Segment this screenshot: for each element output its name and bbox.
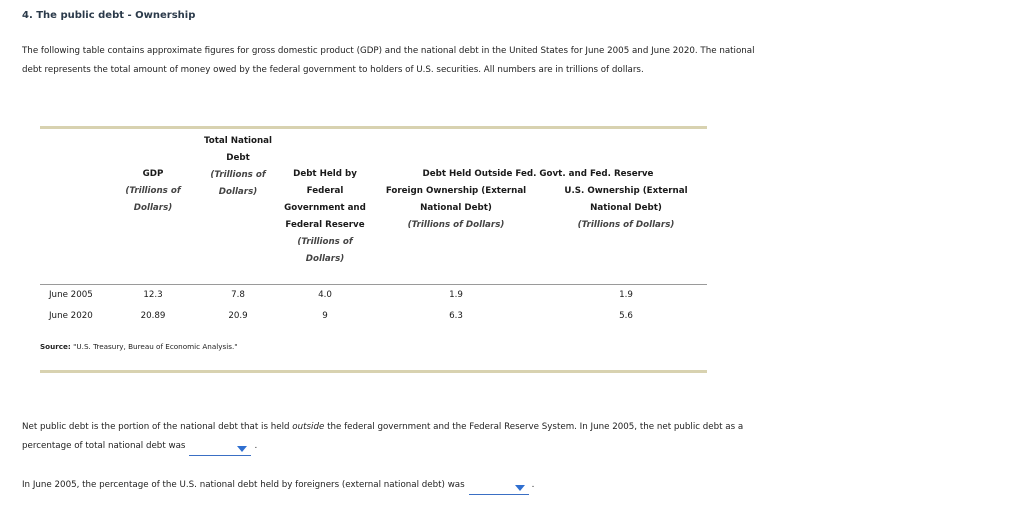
question-2-text: In June 2005, the percentage of the U.S. national debt held by foreigners (external national debt) was — [22, 480, 465, 490]
source-note — [40, 342, 238, 351]
cell-us: 5.6 — [619, 311, 633, 321]
header-gdp — [112, 166, 194, 217]
cell-gdp: 12.3 — [143, 290, 163, 300]
foreign-debt-percent-dropdown[interactable] — [469, 482, 529, 495]
cell-total-debt: 7.8 — [231, 290, 245, 300]
header-us-label: U.S. Ownership (External National Debt) — [564, 186, 688, 213]
header-us — [548, 183, 704, 234]
table-header-divider — [40, 284, 707, 285]
header-outside-group: Debt Held Outside Fed. Govt. and Fed. Reserve — [422, 169, 654, 179]
header-fed-held-label: Debt Held by Federal Government and Federal Reserve — [284, 169, 366, 230]
table-row — [0, 311, 1024, 325]
row-label: June 2020 — [49, 311, 93, 321]
caret-down-icon — [515, 485, 525, 491]
question-2 — [22, 476, 762, 495]
header-gdp-label: GDP — [142, 169, 164, 179]
intro-text: The following table contains approximate figures for gross domestic product (GDP) and the national debt in the United States for June 2005 and June 2020. The national debt represents the total amount of money owed by the federal government to holders of U.S. securities. All numbers are in trillions of dollars. — [22, 46, 755, 75]
question-1-middle: the federal government and the Federal Reserve System. In June 2005, the net public debt as a percentage of total national debt was — [22, 422, 744, 451]
question-1-before: Net public debt is the portion of the national debt that is held — [22, 422, 290, 432]
cell-us: 1.9 — [619, 290, 633, 300]
cell-total-debt: 20.9 — [228, 311, 248, 321]
header-foreign-unit: (Trillions of Dollars) — [407, 220, 505, 230]
page-title: 4. The public debt - Ownership — [22, 10, 196, 21]
cell-gdp: 20.89 — [140, 311, 166, 321]
question-1-period: . — [254, 441, 258, 451]
cell-fed-held: 4.0 — [318, 290, 332, 300]
caret-down-icon — [237, 446, 247, 452]
table-top-rule — [40, 126, 707, 129]
header-total-debt-unit: (Trillions of Dollars) — [210, 170, 266, 197]
header-us-unit: (Trillions of Dollars) — [577, 220, 675, 230]
header-fed-held-unit: (Trillions of Dollars) — [297, 237, 353, 264]
header-fed-held — [283, 166, 367, 268]
row-label: June 2005 — [49, 290, 93, 300]
net-debt-percent-dropdown[interactable] — [189, 443, 251, 456]
header-gdp-unit: (Trillions of Dollars) — [125, 186, 181, 213]
source-text: "U.S. Treasury, Bureau of Economic Analysis." — [73, 342, 238, 351]
header-total-debt-label: Total National Debt — [203, 136, 272, 163]
source-label: Source: — [40, 342, 71, 351]
cell-foreign: 6.3 — [449, 311, 463, 321]
header-foreign — [374, 183, 538, 234]
cell-foreign: 1.9 — [449, 290, 463, 300]
question-2-period: . — [531, 480, 535, 490]
question-1-emphasis: outside — [292, 422, 325, 432]
cell-fed-held: 9 — [322, 311, 328, 321]
header-foreign-label: Foreign Ownership (External National Debt) — [385, 186, 527, 213]
table-bottom-rule — [40, 370, 707, 373]
header-total-debt — [200, 133, 276, 201]
table-row — [0, 290, 1024, 304]
question-1 — [22, 418, 762, 456]
